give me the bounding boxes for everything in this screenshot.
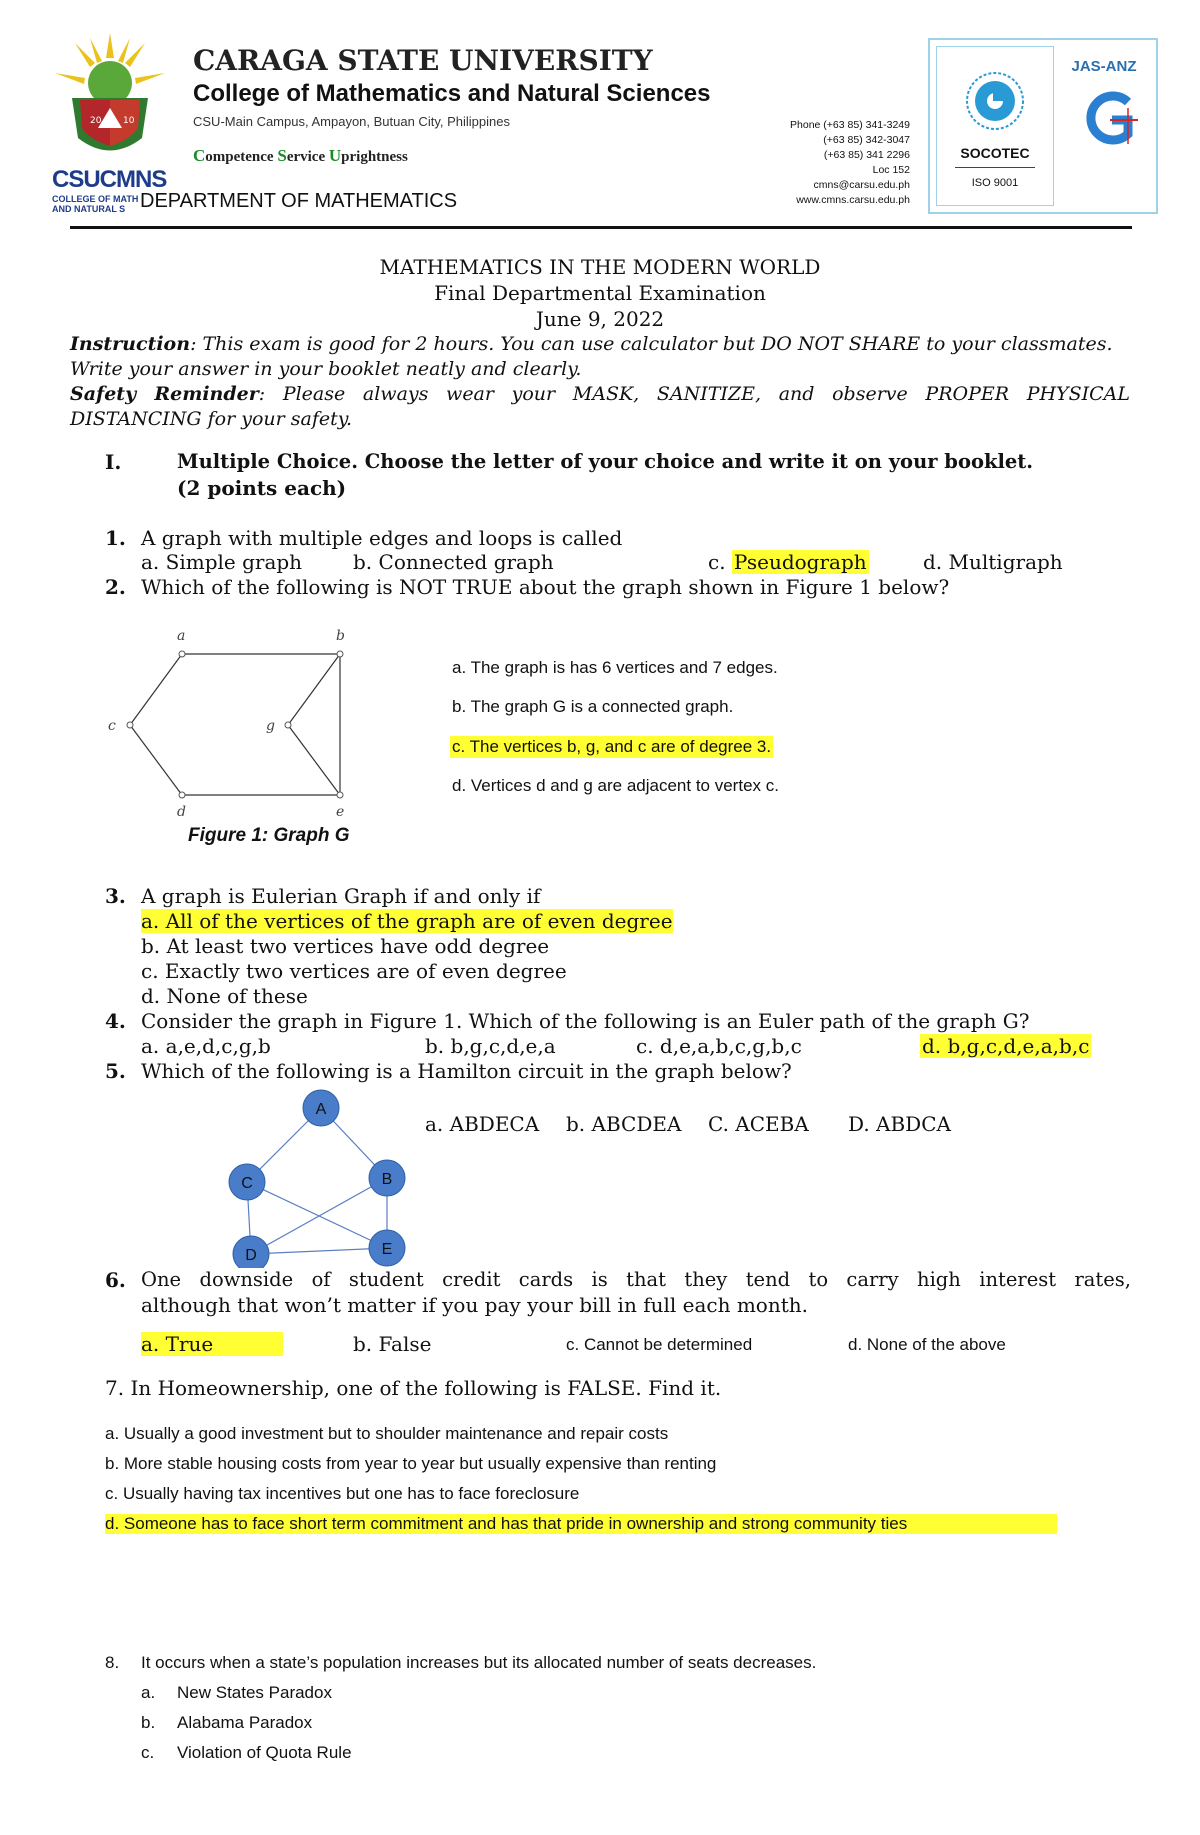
safety-label: Safety Reminder [70, 383, 259, 405]
jasanz-label: JAS-ANZ [1071, 58, 1137, 75]
q5-option-a: a. ABDECA [425, 1112, 540, 1136]
q3-option-c: c. Exactly two vertices are of even degree [141, 959, 567, 983]
q1-option-a: a. Simple graph [141, 550, 303, 574]
q1-option-c [708, 550, 869, 574]
vertex-label-d: d [177, 804, 186, 820]
q2-option-a: a. The graph is has 6 vertices and 7 edges. [452, 658, 778, 677]
instruction-text: : This exam is good for 2 hours. You can use calculator but DO NOT SHARE to your classmates. Write your answer in your booklet neatly and clearly. [70, 333, 1113, 380]
university-logo [50, 28, 170, 178]
q4-answer-highlight: d. b,g,c,d,e,a,b,c [922, 1034, 1090, 1058]
q6-option-c: c. Cannot be determined [566, 1335, 753, 1354]
section-instruction: Multiple Choice. Choose the letter of your choice and write it on your booklet. [177, 450, 1034, 473]
contact-line: www.cmns.carsu.edu.ph [796, 194, 910, 206]
q8-letter-c: c. [141, 1743, 155, 1762]
college-name: College of Mathematics and Natural Sciences [193, 80, 711, 107]
q1-answer-highlight: Pseudograph [733, 550, 867, 574]
logo-sub1: COLLEGE OF MATH [52, 194, 139, 204]
certification-box [928, 38, 1158, 214]
vertex-label-e: e [336, 804, 345, 820]
socotec-label: SOCOTEC [960, 145, 1030, 161]
contact-line: (+63 85) 341 2296 [823, 149, 910, 161]
q4-option-b: b. b,g,c,d,e,a [425, 1034, 556, 1058]
safety-text: : Please always wear your MASK, SANITIZE, and observe PROPER PHYSICAL DISTANCING for your safety. [70, 383, 1130, 430]
vertex-label-g: g [266, 718, 275, 734]
logo-text: CSUCMNS [52, 166, 167, 193]
q5-text: Which of the following is a Hamilton circuit in the graph below? [141, 1059, 792, 1083]
motto-c: C [193, 146, 206, 165]
q8-letter-a: a. [141, 1683, 156, 1702]
motto-prightness: prightness [341, 149, 408, 165]
safety-reminder [70, 382, 1130, 432]
contact-line: cmns@carsu.edu.ph [813, 179, 910, 191]
contact-line: (+63 85) 342-3047 [823, 134, 910, 146]
cert-divider [955, 167, 1035, 168]
q8-text: It occurs when a state’s population increases but its allocated number of seats decreases. [141, 1653, 817, 1672]
q6-answer-highlight: a. True [141, 1332, 283, 1356]
motto-s: S [277, 146, 287, 165]
svg-text:10: 10 [123, 116, 135, 126]
q1-number: 1. [105, 526, 126, 550]
contact-line: Phone (+63 85) 341-3249 [790, 119, 910, 131]
q4-option-a: a. a,e,d,c,g,b [141, 1034, 271, 1058]
q6-line1: One downside of student credit cards is that they tend to carry high interest rates, [141, 1268, 1131, 1291]
campus-address: CSU-Main Campus, Ampayon, Butuan City, Philippines [193, 114, 510, 129]
q7-option-b: b. More stable housing costs from year to year but usually expensive than renting [105, 1454, 717, 1473]
node-label-e: E [381, 1241, 393, 1258]
section-points: (2 points each) [177, 476, 347, 500]
q1-option-c-prefix: c. [708, 550, 732, 574]
q2-answer-highlight: c. The vertices b, g, and c are of degree 3. [452, 737, 772, 756]
q3-answer-highlight: a. All of the vertices of the graph are of even degree [141, 909, 673, 933]
q6-option-b: b. False [353, 1332, 432, 1356]
q2-option-d: d. Vertices d and g are adjacent to vertex c. [452, 776, 779, 795]
node-label-d: D [245, 1247, 257, 1264]
university-name: CARAGA STATE UNIVERSITY [193, 44, 653, 77]
sun-shield-icon [50, 28, 170, 178]
q4-option-c: c. d,e,a,b,c,g,b,c [636, 1034, 802, 1058]
q5-number: 5. [105, 1059, 126, 1083]
q8-letter-b: b. [141, 1713, 156, 1732]
q4-number: 4. [105, 1009, 126, 1033]
q8-number: 8. [105, 1653, 120, 1672]
node-label-a: A [315, 1101, 327, 1118]
logo-sub2: AND NATURAL S [52, 204, 126, 214]
figure1-graph [100, 620, 360, 820]
q1-option-d: d. Multigraph [923, 550, 1063, 574]
q1-text: A graph with multiple edges and loops is called [141, 526, 623, 550]
q6-option-d: d. None of the above [848, 1335, 1006, 1354]
q5-option-d: D. ABDCA [848, 1112, 951, 1136]
q5-option-b: b. ABCDEA [566, 1112, 682, 1136]
exam-date: June 9, 2022 [535, 307, 665, 331]
vertex-label-a: a [177, 628, 186, 644]
motto-ompetence: ompetence [205, 149, 278, 165]
q5-option-c: C. ACEBA [708, 1112, 809, 1136]
section-number: I. [105, 450, 122, 474]
q3-option-d: d. None of these [141, 984, 308, 1008]
q4-text: Consider the graph in Figure 1. Which of the following is an Euler path of the graph G? [141, 1009, 1030, 1033]
q6-number: 6. [105, 1268, 126, 1292]
q1-option-b: b. Connected graph [353, 550, 554, 574]
svg-text:20: 20 [90, 116, 102, 126]
socotec-logo-icon [965, 71, 1025, 131]
instruction [70, 332, 1130, 382]
q7-answer-highlight: d. Someone has to face short term commitment and has that pride in ownership and strong community ties [105, 1514, 1057, 1534]
q8-option-a: New States Paradox [177, 1683, 332, 1702]
q3-option-b: b. At least two vertices have odd degree [141, 934, 550, 958]
q3-number: 3. [105, 884, 126, 908]
vertex-label-c: c [108, 718, 116, 734]
iso-label: ISO 9001 [971, 177, 1019, 189]
header-rule [70, 226, 1132, 229]
socotec-panel [936, 46, 1054, 206]
figure1-caption: Figure 1: Graph G [188, 825, 350, 846]
exam-title: MATHEMATICS IN THE MODERN WORLD [379, 255, 821, 279]
q7-option-c: c. Usually having tax incentives but one has to face foreclosure [105, 1484, 580, 1503]
motto [193, 146, 408, 166]
instruction-label: Instruction [70, 333, 191, 355]
vertex-label-b: b [336, 628, 345, 644]
node-label-b: B [381, 1171, 393, 1188]
motto-u: U [328, 146, 342, 165]
q2-number: 2. [105, 575, 126, 599]
contact-info [760, 118, 910, 208]
jasanz-logo-icon [1080, 88, 1140, 148]
q8-option-b: Alabama Paradox [177, 1713, 313, 1732]
q7-option-a: a. Usually a good investment but to shoulder maintenance and repair costs [105, 1424, 669, 1443]
q2-text: Which of the following is NOT TRUE about the graph shown in Figure 1 below? [141, 575, 950, 599]
q8-option-c: Violation of Quota Rule [177, 1743, 352, 1762]
q2-option-b: b. The graph G is a connected graph. [452, 697, 734, 716]
q7-text: 7. In Homeownership, one of the following is FALSE. Find it. [105, 1376, 722, 1400]
contact-line: Loc 152 [872, 164, 910, 176]
motto-ervice: ervice [286, 149, 329, 165]
figure-hamilton-graph [220, 1088, 420, 1268]
q3-text: A graph is Eulerian Graph if and only if [141, 884, 541, 908]
q6-line2: although that won’t matter if you pay your bill in full each month. [141, 1293, 808, 1317]
exam-subtitle: Final Departmental Examination [434, 281, 766, 305]
department-name: DEPARTMENT OF MATHEMATICS [140, 190, 458, 212]
node-label-c: C [241, 1175, 253, 1192]
